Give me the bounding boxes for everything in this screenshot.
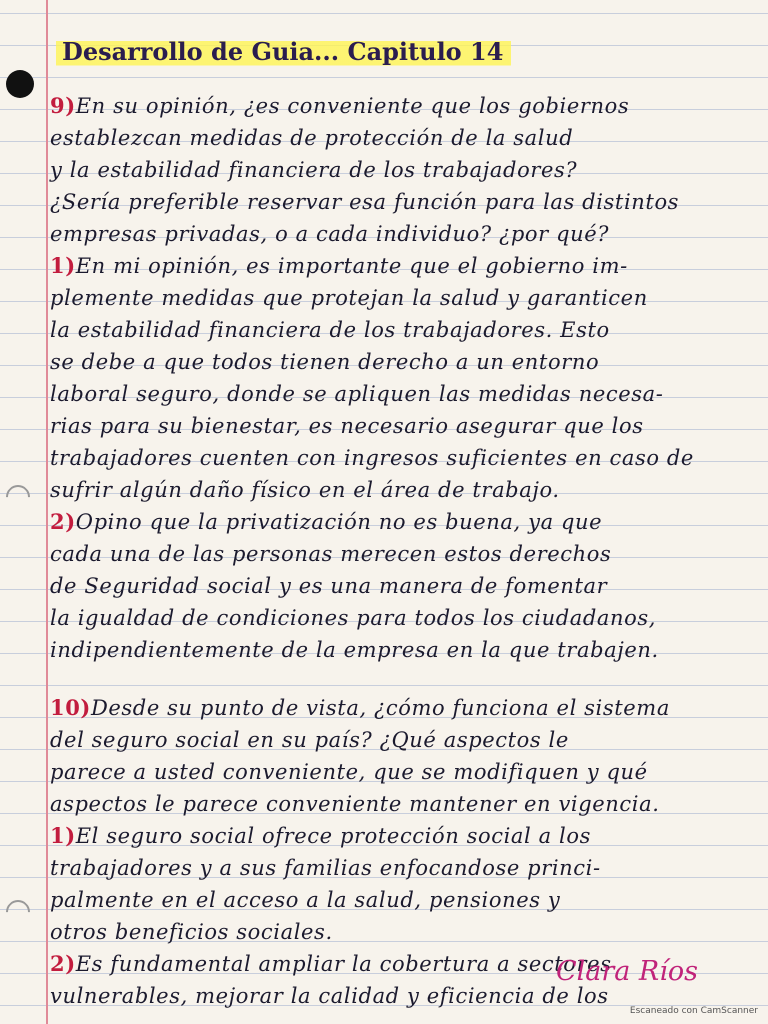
question-line: del seguro social en su país? ¿Qué aspectos le [50, 728, 569, 752]
answer-number: 1) [50, 253, 76, 278]
binder-ring [1, 480, 35, 514]
answer-line: cada una de las personas merecen estos derechos [50, 542, 612, 566]
answer-9-1 [50, 250, 730, 506]
answer-10-1 [50, 820, 730, 948]
question-line: parece a usted conveniente, que se modifiquen y qué [50, 760, 648, 784]
answer-line: la igualdad de condiciones para todos los ciudadanos, [50, 606, 657, 630]
signature: Clara Ríos [555, 956, 698, 987]
binder-hole [6, 70, 34, 98]
blank-gap [50, 666, 730, 692]
answer-line: plemente medidas que protejan la salud y garanticen [50, 286, 648, 310]
answer-number: 2) [50, 509, 76, 534]
answer-line: rias para su bienestar, es necesario asegurar que los [50, 414, 644, 438]
answer-line: vulnerables, mejorar la calidad y eficiencia de los [50, 984, 609, 1008]
answer-line: trabajadores cuenten con ingresos suficientes en caso de [50, 446, 694, 470]
answer-number: 2) [50, 951, 76, 976]
question-9 [50, 90, 730, 250]
answer-line: laboral seguro, donde se apliquen las medidas necesa- [50, 382, 664, 406]
answer-line: 2)Es fundamental ampliar la cobertura a sectores [50, 951, 612, 976]
question-line: empresas privadas, o a cada individuo? ¿por qué? [50, 222, 610, 246]
question-line: 9)En su opinión, ¿es conveniente que los gobiernos [50, 93, 630, 118]
answer-line: otros beneficios sociales. [50, 920, 333, 944]
question-number: 9) [50, 93, 76, 118]
answer-line: indipendientemente de la empresa en la que trabajen. [50, 638, 659, 662]
question-line: aspectos le parece conveniente mantener en vigencia. [50, 792, 660, 816]
question-line: y la estabilidad financiera de los trabajadores? [50, 158, 578, 182]
binder-ring [1, 895, 35, 929]
answer-number: 1) [50, 823, 76, 848]
answer-line: 1)En mi opinión, es importante que el gobierno im- [50, 253, 628, 278]
margin-line [46, 0, 48, 1024]
question-number: 10) [50, 695, 91, 720]
question-line: establezcan medidas de protección de la salud [50, 126, 574, 150]
answer-line: se debe a que todos tienen derecho a un entorno [50, 350, 600, 374]
answer-9-2 [50, 506, 730, 666]
answer-line: sufrir algún daño físico en el área de trabajo. [50, 478, 560, 502]
page-title: Desarrollo de Guia... Capitulo 14 [56, 36, 511, 68]
answer-line: de Seguridad social y es una manera de fomentar [50, 574, 608, 598]
question-10 [50, 692, 730, 820]
handwritten-content [50, 28, 730, 1012]
answer-line: 2)Opino que la privatización no es buena, ya que [50, 509, 603, 534]
question-line: ¿Sería preferible reservar esa función para las distintos [50, 190, 680, 214]
answer-line: trabajadores y a sus familias enfocandose princi- [50, 856, 601, 880]
question-line: 10)Desde su punto de vista, ¿cómo funciona el sistema [50, 695, 670, 720]
answer-line: la estabilidad financiera de los trabajadores. Esto [50, 318, 610, 342]
answer-line: palmente en el acceso a la salud, pensiones y [50, 888, 561, 912]
answer-line: 1)El seguro social ofrece protección social a los [50, 823, 591, 848]
scanner-watermark: Escaneado con CamScanner [629, 1006, 758, 1016]
